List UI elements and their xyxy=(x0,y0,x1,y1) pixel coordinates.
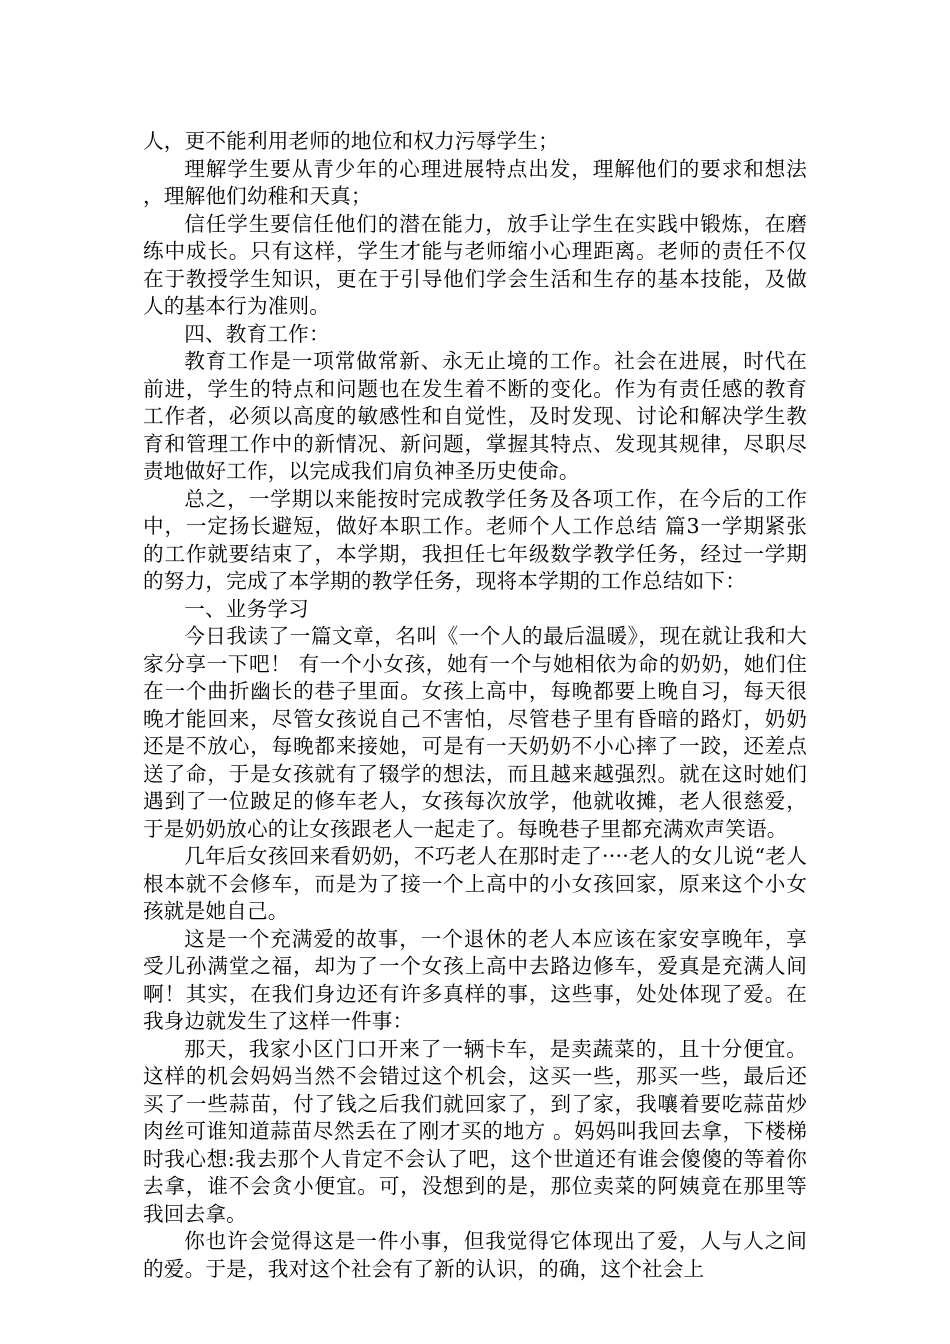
section-heading-education: 四、教育工作： xyxy=(184,321,330,346)
paragraph-3: 信任学生要信任他们的潜在能力，放手让学生在实践中锻炼，在磨练中成长。只有这样，学生才能与老师缩小心理距离。老师的责任不仅在于教授学生知识，更在于引导他们学会生活和生存的基本技能，及做人的基本行为准则。 xyxy=(143,211,807,318)
paragraph-11: 那天，我家小区门口开来了一辆卡车，是卖蔬菜的，且十分便宜。这样的机会妈妈当然不会错过这个机会，这买一些，那买一些，最后还买了一些蒜苗，付了钱之后我们就回家了，到了家，我嚷着要吃蒜苗炒肉丝可谁知道蒜苗尽然丢在了刚才买的地方 。妈妈叫我回去拿，下楼梯时我心想:我去那个人肯定不会认了吧，这个世道还有谁会傻傻的等着你去拿，谁不会贪小便宜。可，没想到的是，那位卖菜的阿姨竟在那里等我回去拿。 xyxy=(143,1036,807,1226)
paragraph-12: 你也许会觉得这是一件小事，但我觉得它体现出了爱，人与人之间的爱。于是，我对这个社会有了新的认识，的确，这个社会上 xyxy=(143,1229,807,1281)
paragraph-8: 今日我读了一篇文章，名叫《一个人的最后温暖》，现在就让我和大家分享一下吧！ 有一个小女孩，她有一个与她相依为命的奶奶，她们住在一个曲折幽长的巷子里面。女孩上高中，每晚都要上晚自习，每天很晚才能回来，尽管女孩说自己不害怕，尽管巷子里有昏暗的路灯，奶奶还是不放心，每晚都来接她，可是有一天奶奶不小心摔了一跤，还差点送了命，于是女孩就有了辍学的想法，而且越来越强烈。就在这时她们遇到了一位跛足的修车老人，女孩每次放学，他就收摊，老人很慈爱，于是奶奶放心的让女孩跟老人一起走了。每晚巷子里都充满欢声笑语。 xyxy=(143,624,807,841)
paragraph-10: 这是一个充满爱的故事，一个退休的老人本应该在家安享晚年，享受儿孙满堂之福，却为了一个女孩上高中去路边修车，爱真是充满人间啊！其实，在我们身边还有许多真样的事，这些事，处处体现了爱。在我身边就发生了这样一件事： xyxy=(143,926,807,1033)
section-heading-study: 一、业务学习 xyxy=(184,596,309,621)
paragraph-1: 人，更不能利用老师的地位和权力污辱学生； xyxy=(143,129,559,153)
paragraph-6: 总之，一学期以来能按时完成教学任务及各项工作，在今后的工作中，一定扬长避短，做好本职工作。老师个人工作总结 篇3一学期紧张的工作就要结束了，本学期，我担任七年级数学教学任务，经过一学期的努力，完成了本学期的教学任务，现将本学期的工作总结如下： xyxy=(143,486,807,593)
paragraph-9: 几年后女孩回来看奶奶，不巧老人在那时走了····老人的女儿说“老人根本就不会修车，而是为了接一个上高中的小女孩回家，原来这个小女孩就是她自己。 xyxy=(143,844,807,923)
paragraph-2: 理解学生要从青少年的心理进展特点出发，理解他们的要求和想法，理解他们幼稚和天真； xyxy=(143,156,807,208)
document-body xyxy=(143,128,807,1283)
paragraph-5: 教育工作是一项常做常新、永无止境的工作。社会在进展，时代在前进，学生的特点和问题也在发生着不断的变化。作为有责任感的教育工作者，必须以高度的敏感性和自觉性，及时发现、讨论和解决学生教育和管理工作中的新情况、新问题，掌握其特点、发现其规律，尽职尽责地做好工作，以完成我们肩负神圣历史使命。 xyxy=(143,349,807,483)
